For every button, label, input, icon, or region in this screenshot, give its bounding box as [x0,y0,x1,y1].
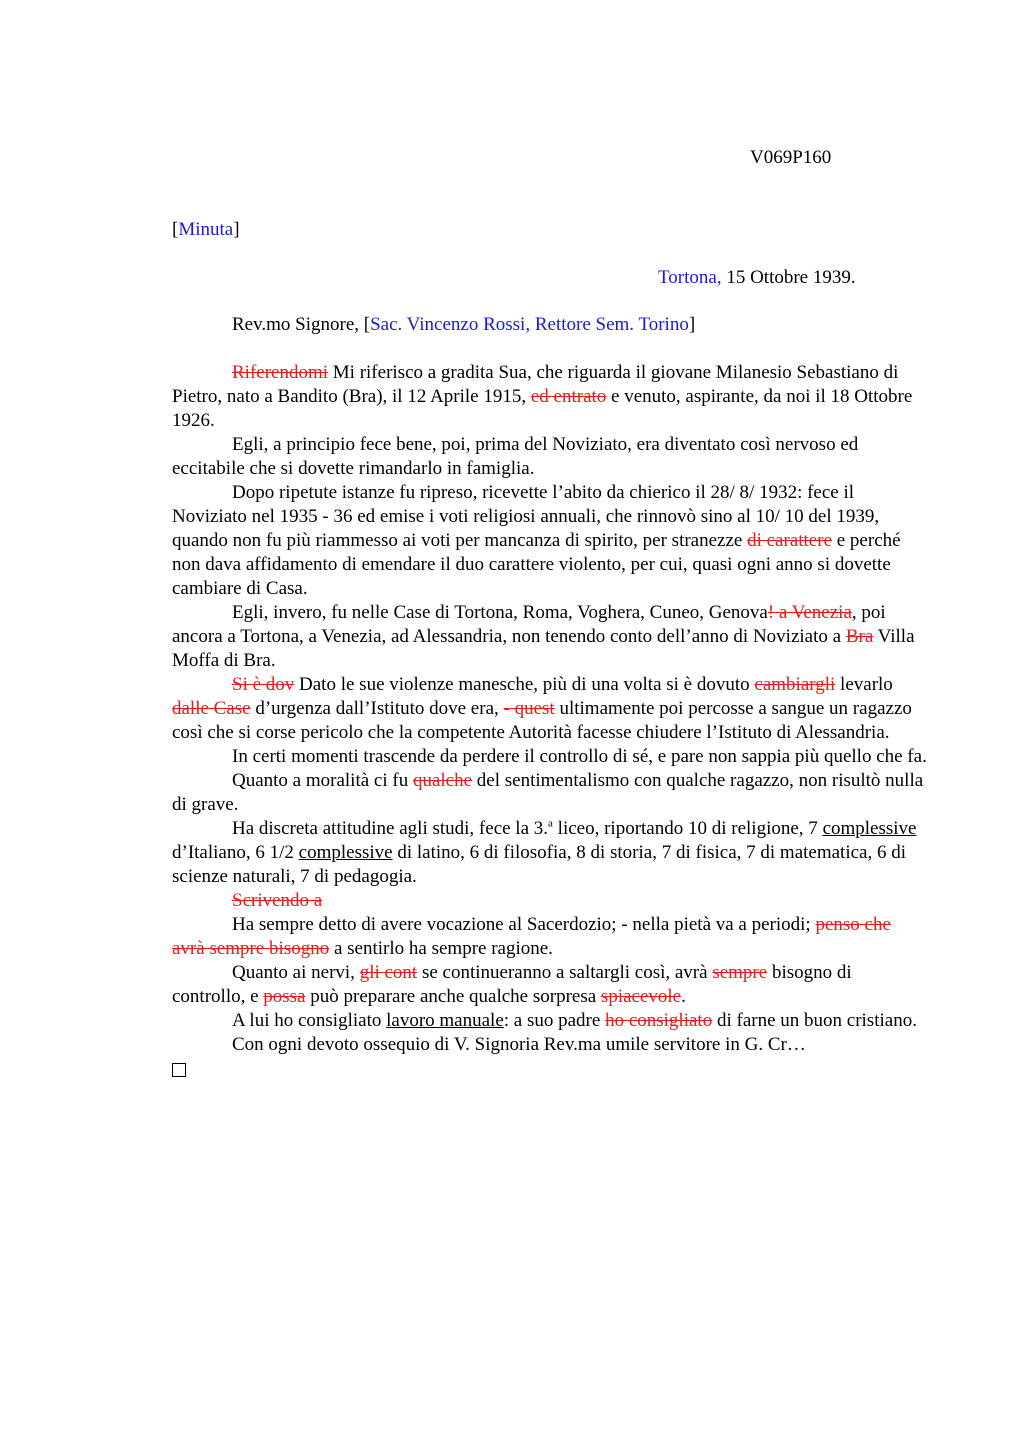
deletion: spiacevole [600,986,682,1007]
text: levarlo [835,674,893,695]
paragraph-9 [172,889,928,913]
deletion: Riferendomi [232,362,329,383]
deletion: - quest [503,698,555,719]
underlined-text: complessive [298,842,393,863]
paragraph-13 [172,1033,928,1057]
salutation-text: Rev.mo Signore, [232,314,364,335]
deletion: Si è dov [232,674,295,695]
deletion: ho consigliato [605,1010,713,1031]
superscript: a [548,817,553,830]
recipient: Sac. Vincenzo Rossi, Rettore Sem. Torino [370,314,689,335]
paragraph-2 [172,433,928,481]
text: Mi riferisco a gradita Sua, che riguarda il giovane Milanesio Sebastiano di Pietro, nato a Bandito (Bra), il 12 Aprile 1915, [172,362,899,407]
paragraph-3 [172,481,928,601]
text: di farne un buon cristiano. [712,1010,917,1031]
text: Quanto ai nervi, [232,962,360,983]
text: bisogno di controllo, e [172,962,852,1007]
text: Quanto a moralità ci fu [232,770,413,791]
document-code: V069P160 [750,147,832,168]
paragraph-5 [172,673,928,745]
deletion: qualche [412,770,473,791]
text: Dato le sue violenze manesche, più di una volta si è dovuto [294,674,755,695]
text: In certi momenti trascende da perdere il controllo di sé, e pare non sappia più quello che fa. [232,746,927,767]
deletion: possa [263,986,306,1007]
paragraph-1 [172,361,928,433]
text: d’Italiano, 6 1/2 [172,842,299,863]
text: Con ogni devoto ossequio di V. Signoria Rev.ma umile servitore in G. Cr… [232,1034,806,1055]
deletion: dalle Case [172,698,251,719]
deletion: cambiargli [754,674,836,695]
deletion: ! a Venezia [767,602,852,623]
text: : a suo padre [503,1010,606,1031]
deletion: di carattere [747,530,832,551]
underlined-text: lavoro manuale [386,1010,504,1031]
text: ultimamente poi percosse a sangue un ragazzo così che si corse pericolo che la competente Autorità facesse chiudere l’Istituto di Alessandria. [172,698,912,743]
text: Villa Moffa di Bra. [172,626,915,671]
text: del sentimentalismo con qualche ragazzo, non risultò nulla di grave. [172,770,924,815]
text: di latino, 6 di filosofia, 8 di storia, 7 di fisica, 7 di matematica, 6 di scienze naturali, 7 di pedagogia. [172,842,907,887]
deletion: Scrivendo a [232,890,323,911]
dateline [658,266,856,290]
text: a sentirlo ha sempre ragione. [329,938,553,959]
text: Egli, a principio fece bene, poi, prima del Noviziato, era diventato così nervoso ed eccitabile che si dovette rimandarlo in famiglia. [172,434,859,479]
deletion: gli cont [359,962,418,983]
letter-body [172,361,928,1077]
deletion: sempre [712,962,768,983]
paragraph-7 [172,769,928,817]
date: 15 Ottobre 1939. [726,267,856,288]
deletion: ed entrato [530,386,607,407]
end-mark-square [172,1063,186,1077]
text: Ha sempre detto di avere vocazione al Sacerdozio; - nella pietà va a periodi; [232,914,816,935]
text: e venuto, aspirante, da noi il 18 Ottobre 1926. [172,386,913,431]
text: , poi ancora a Tortona, a Venezia, ad Alessandria, non tenendo conto dell’anno di Noviziato a [172,602,886,647]
text: può preparare anche qualche sorpresa [305,986,601,1007]
paragraph-6 [172,745,928,769]
text: d’urgenza dall’Istituto dove era, [250,698,504,719]
text: A lui ho consigliato [232,1010,387,1031]
text: Dopo ripetute istanze fu ripreso, ricevette l’abito da chierico il 28/ 8/ 1932: fece il Noviziato nel 1935 - 36 ed emise i voti religiosi annuali, che rinnovò sino al 10/ 10 del 1939, quando non fu più riammesso ai voti per mancanza di spirito, per stranezze [172,482,880,551]
text: liceo, riportando 10 di religione, 7 [552,818,823,839]
paragraph-4 [172,601,928,673]
text: se continueranno a saltargli così, avrà [417,962,713,983]
paragraph-12 [172,1009,928,1033]
underlined-text: complessive [822,818,917,839]
text: Egli, invero, fu nelle Case di Tortona, Roma, Voghera, Cuneo, Genova [232,602,768,623]
paragraph-8 [172,817,928,889]
deletion: Bra [845,626,874,647]
place: Tortona, [658,267,722,288]
text: Ha discreta attitudine agli studi, fece la 3. [232,818,549,839]
minuta-text: Minuta [178,219,234,240]
deletion: penso che avrà sempre bisogno [172,914,891,959]
paragraph-10 [172,913,928,961]
minuta-label: [Minuta] [172,219,240,240]
paragraph-11 [172,961,928,1009]
text: . [681,986,686,1007]
salutation: Rev.mo Signore, [Sac. Vincenzo Rossi, Rettore Sem. Torino] [232,314,696,335]
text: e perché non dava affidamento di emendare il duo carattere violento, per cui, quasi ogni anno si dovette cambiare di Casa. [172,530,901,599]
